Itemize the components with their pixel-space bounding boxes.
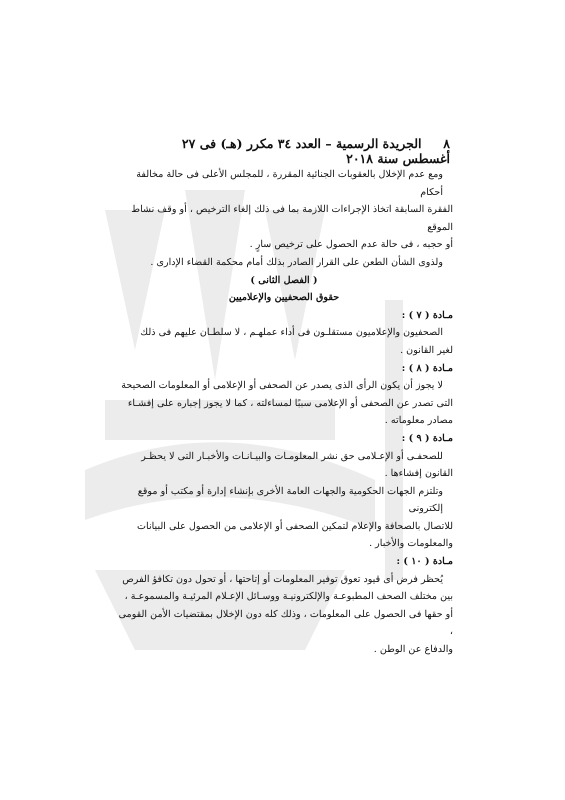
- paragraph-line: لا يجوز أن يكون الرأى الذى يصدر عن الصحفى أو الإعلامى أو المعلومات الصحيحة: [121, 380, 443, 392]
- paragraph-line: والمعلومات والأخبار .: [369, 538, 453, 550]
- paragraph-line: وتلتزم الجهات الحكومية والجهات العامة الأخرى بإنشاء إدارة أو مكتب أو موقع إلكترونى: [137, 485, 443, 515]
- page-header: [140, 136, 450, 166]
- paragraph-line: لغير القانون .: [400, 344, 453, 356]
- paragraph-line: للصحفـى أو الإعـلامى حق نشر المعلومـات والبيـانـات والأخبـار التى لا يحظـر: [141, 450, 443, 462]
- page-number: ٨: [443, 136, 450, 151]
- paragraph-line: بين مختلف الصحف المطبوعـة والإلكترونيـة ووسـائل الإعـلام المرئيـة والمسموعـة ،: [124, 591, 453, 603]
- paragraph-line: التى تصدر عن الصحفى أو الإعلامى سببًا لمساءلته ، كما لا يجوز إجباره على إفشـاء: [127, 397, 453, 409]
- paragraph-line: ومع عدم الإخلال بالعقوبات الجنائية المقررة ، للمجلس الأعلى فى حالة مخالفة أحكام: [136, 169, 443, 198]
- header-title: الجريدة الرسمية – العدد ٣٤ مكرر (هـ) فى ٢٧ أغسطس سنة ٢٠١٨: [181, 136, 450, 166]
- paragraph-line: القانون إفشاءها .: [384, 468, 453, 480]
- chapter-title: حقوق الصحفيين والإعلاميين: [228, 292, 340, 304]
- paragraph-line: الصحفيون والإعلاميون مستقلـون فى أداء عملهـم ، لا سلطـان عليهم فى ذلك: [140, 327, 443, 339]
- chapter-heading: ( الفصل الثانى ): [250, 274, 318, 286]
- paragraph-line: والدفاع عن الوطن .: [373, 644, 453, 656]
- paragraph-line: الفقرة السابقة اتخاذ الإجراءات اللازمة بما فى ذلك إلغاء الترخيص ، أو وقف نشاط الموقع: [131, 204, 453, 233]
- paragraph-line: مصادر معلوماته .: [384, 415, 453, 427]
- article-heading: مـادة ( ٨ ) :: [401, 362, 453, 374]
- document-body: [115, 166, 453, 659]
- paragraph-line: أو حجبه ، فى حالة عدم الحصول على ترخيص سارٍ .: [249, 239, 453, 251]
- paragraph-line: ولذوى الشأن الطعن على القرار الصادر بذلك أمام محكمة القضاء الإدارى .: [150, 256, 443, 268]
- paragraph-line: يُحظر فرض أى قيود تعوق توفير المعلومات أو إتاحتها ، أو تحول دون تكافؤ الفرص: [122, 573, 443, 585]
- article-heading: مـادة ( ٧ ) :: [401, 309, 453, 321]
- article-heading: مـادة ( ١٠ ) :: [396, 556, 453, 568]
- article-heading: مـادة ( ٩ ) :: [401, 432, 453, 444]
- paragraph-line: أو حقها فى الحصول على المعلومات ، وذلك كله دون الإخلال بمقتضيات الأمن القومى ،: [118, 608, 453, 638]
- paragraph-line: للاتصال بالصحافة والإعلام لتمكين الصحفى أو الإعلامى من الحصول على البيانات: [137, 520, 453, 532]
